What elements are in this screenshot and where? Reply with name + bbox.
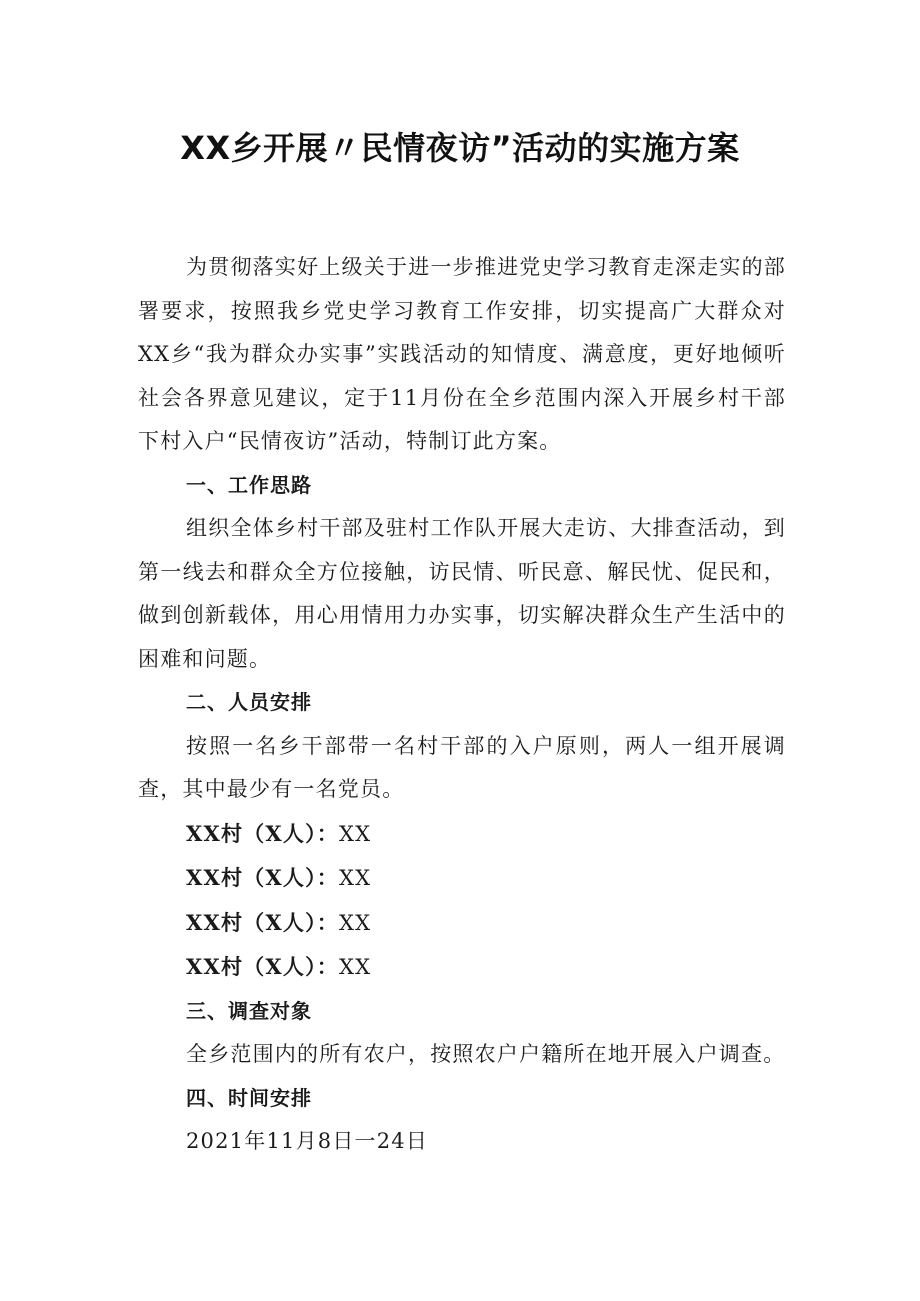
section-heading-staffing: 二、人员安排: [186, 690, 312, 714]
village-name: XX村（X人）：: [186, 820, 339, 846]
village-entry: [138, 812, 786, 857]
section-heading-schedule: 四、时间安排: [186, 1085, 312, 1110]
village-entry: [138, 856, 786, 901]
section-heading-work-approach: 一、工作思路: [186, 472, 312, 497]
section-text-staffing: 按照一名乡干部带一名村干部的入户原则，两人一组开展调查，其中最少有一名党员。: [138, 733, 786, 801]
village-members: XX: [338, 821, 372, 846]
section-heading-survey-targets: 三、调查对象: [186, 998, 312, 1023]
village-name: XX村（X人）：: [186, 909, 339, 935]
section-text-work-approach: 组织全体乡村干部及驻村工作队开展大走访、大排查活动，到第一线去和群众全方位接触，访民情、听民意、解民忧、促民和，做到创新载体，用心用情用力办实事，切实解决群众生产生活中的困难和问题。: [138, 516, 786, 671]
village-members: XX: [338, 955, 372, 979]
document-title: XX乡开展〃民情夜访”活动的实施方案: [180, 129, 740, 167]
village-entry: [138, 945, 786, 990]
village-entry: [138, 901, 786, 946]
village-name: XX村（X人）：: [186, 954, 339, 979]
section-text-survey-targets: 全乡范围内的所有农户，按照农户户籍所在地开展入户调查。: [186, 1042, 786, 1066]
document-body: [138, 246, 786, 1164]
village-members: XX: [338, 910, 372, 935]
village-name: XX村（X人）：: [186, 865, 339, 890]
village-members: XX: [338, 866, 372, 890]
intro-paragraph: 为贯彻落实好上级关于进一步推进党史学习教育走深走实的部署要求，按照我乡党史学习教育工作安排，切实提高广大群众对XX乡“我为群众办实事”实践活动的知情度、满意度，更好地倾听社会各界意见建议，定于11月份在全乡范围内深入开展乡村干部下村入户“民情夜访”活动，特制订此方案。: [138, 255, 786, 453]
section-text-schedule: 2021年11月8日一24日: [186, 1129, 429, 1153]
